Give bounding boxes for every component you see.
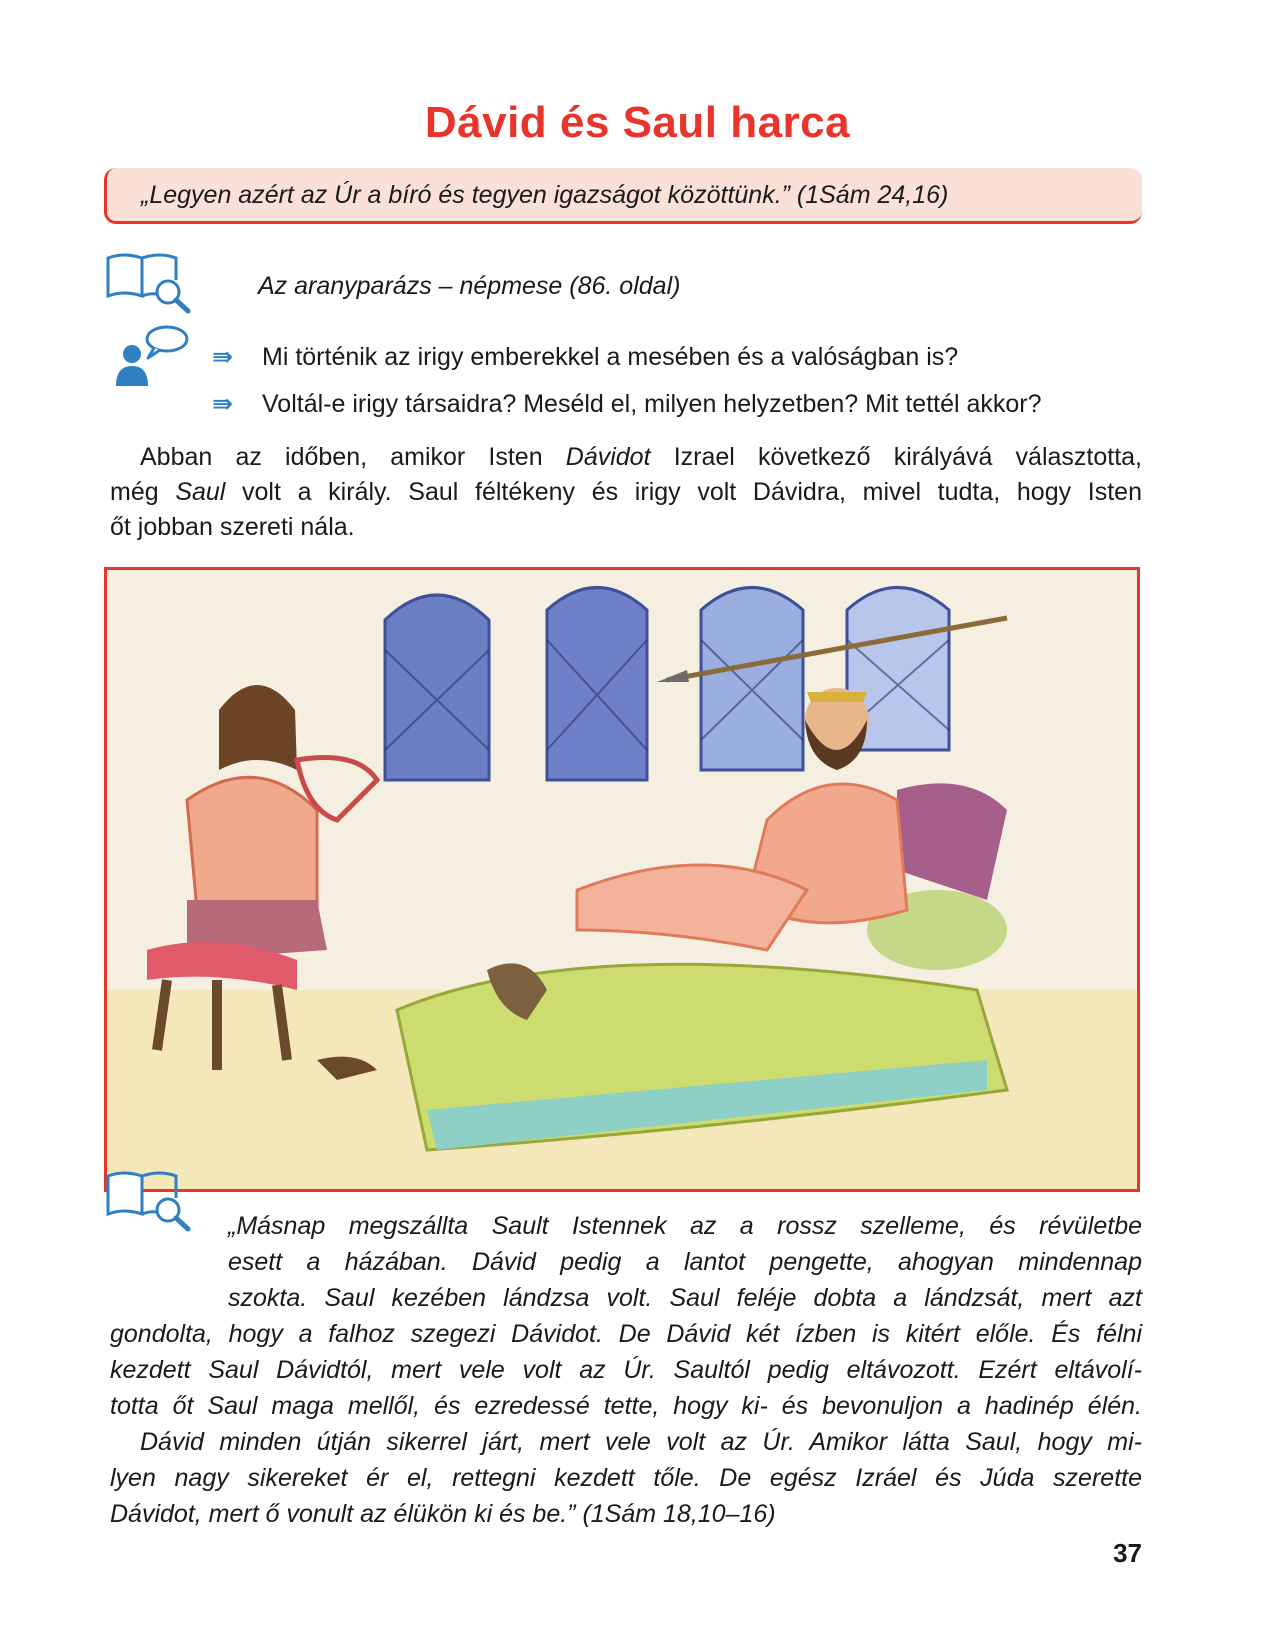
page-title: Dávid és Saul harca bbox=[424, 98, 851, 147]
quote-line: esett a házában. Dávid pedig a lantot pengette, ahogyan mindennap bbox=[228, 1248, 1142, 1276]
reading-reference: Az aranyparázs – népmese (86. oldal) bbox=[258, 272, 681, 300]
quote-line: „Másnap megszállta Sault Istennek az a rossz szelleme, és révületbe bbox=[228, 1212, 1142, 1240]
quote-line: lyen nagy sikereket ér el, rettegni kezdett tőle. De egész Izráel és Júda szerette bbox=[110, 1464, 1142, 1492]
intro-paragraph bbox=[110, 440, 1142, 545]
quote-line: szokta. Saul kezében lándzsa volt. Saul feléje dobta a lándzsát, mert azt bbox=[228, 1284, 1142, 1312]
arrow-right-icon: ⇛ bbox=[212, 390, 233, 418]
bible-quote bbox=[110, 1208, 1142, 1532]
intro-text: még bbox=[110, 478, 176, 506]
question-1 bbox=[212, 342, 958, 372]
intro-name-david: Dávidot bbox=[565, 443, 651, 471]
question-2 bbox=[212, 389, 1042, 419]
intro-text: őt jobban szereti nála. bbox=[110, 513, 355, 541]
book-magnifier-icon bbox=[104, 250, 194, 314]
quote-line: kezdett Saul Dávidtól, mert vele volt az Úr. Saultól pedig eltávozott. Ezért eltávolí- bbox=[110, 1356, 1142, 1384]
intro-name-saul: Saul bbox=[175, 478, 226, 506]
intro-text: Izrael következő királyává választotta, bbox=[650, 443, 1142, 471]
intro-text: volt a király. Saul féltékeny és irigy volt Dávidra, mivel tudta, hogy Isten bbox=[225, 478, 1142, 506]
person-speech-icon bbox=[112, 324, 192, 396]
illustration bbox=[104, 567, 1140, 1192]
question-text: Mi történik az irigy emberekkel a mesében és a valóságban is? bbox=[262, 343, 959, 371]
quote-line: Dávidot, mert ő vonult az élükön ki és be.” (1Sám 18,10–16) bbox=[110, 1500, 776, 1528]
page-number: 37 bbox=[1113, 1538, 1142, 1568]
quote-line: gondolta, hogy a falhoz szegezi Dávidot. De Dávid két ízben is kitért előle. És félni bbox=[110, 1320, 1142, 1348]
quote-line: totta őt Saul maga mellől, és ezredessé tette, hogy ki- és bevonuljon a hadinép élén. bbox=[110, 1392, 1142, 1420]
illustration-drawing bbox=[107, 570, 1137, 1189]
arrow-right-icon: ⇛ bbox=[212, 343, 233, 371]
intro-text: Abban az időben, amikor Isten bbox=[140, 443, 566, 471]
question-text: Voltál-e irigy társaidra? Meséld el, milyen helyzetben? Mit tettél akkor? bbox=[262, 390, 1042, 418]
quote-line: Dávid minden útján sikerrel járt, mert vele volt az Úr. Amikor látta Saul, hogy mi- bbox=[140, 1428, 1142, 1456]
motto-box: „Legyen azért az Úr a bíró és tegyen igazságot közöttünk.” (1Sám 24,16) bbox=[104, 168, 1142, 224]
